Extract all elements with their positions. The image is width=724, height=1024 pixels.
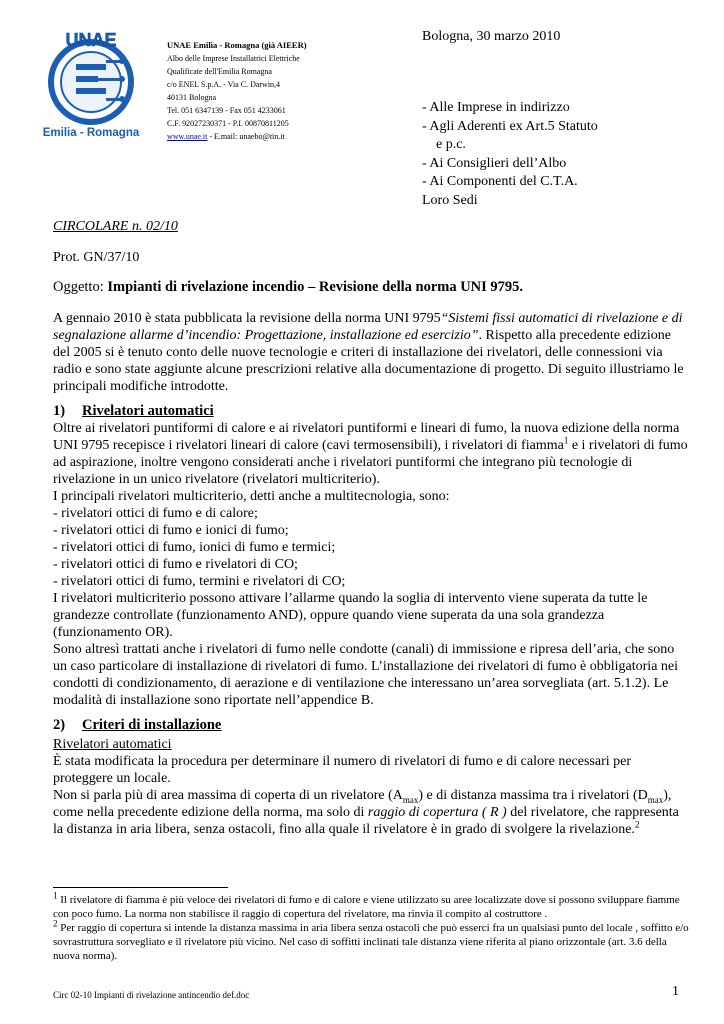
list-item: - rivelatori ottici di fumo, termini e rivelatori di CO; bbox=[53, 574, 346, 589]
subject-text: Impianti di rivelazione incendio – Revisione della norma UNI 9795. bbox=[107, 279, 524, 295]
website-link[interactable]: www.unae.it bbox=[167, 132, 208, 141]
recipient-line: - Ai Consiglieri dell’Albo bbox=[422, 155, 567, 171]
org-contact bbox=[167, 130, 367, 143]
subject-label: Oggetto: bbox=[53, 279, 108, 295]
intro-text-end: . Rispetto alla precedente edizione del 2005 si è tenuto conto delle nuove tecnologie e criteri di installazione dei rivelatori, delle connessioni via radio e sono state aggiunte alcune prescrizioni relative alla documentazione di progetto. Di seguito illustriamo le principali modifiche introdotte. bbox=[53, 328, 684, 394]
footnote bbox=[53, 918, 693, 963]
intro-paragraph bbox=[53, 310, 689, 395]
italic-term: raggio di copertura ( R ) bbox=[367, 805, 507, 820]
footnotes bbox=[53, 890, 693, 963]
recipient-line: e p.c. bbox=[436, 137, 466, 152]
org-line: Qualificate dell'Emilia Romagna bbox=[167, 67, 272, 76]
list-item: - rivelatori ottici di fumo, ionici di fumo e termici; bbox=[53, 540, 336, 555]
section2-paragraph bbox=[53, 787, 689, 838]
list-item: - rivelatori ottici di fumo e rivelatori di CO; bbox=[53, 557, 298, 572]
para-text: Non si parla più di area massima di coperta di un rivelatore (A bbox=[53, 788, 403, 803]
section-heading-1 bbox=[53, 403, 689, 420]
org-line: Tel. 051 6347139 - Fax 051 4233061 bbox=[167, 106, 286, 115]
footnote bbox=[53, 890, 693, 921]
org-name: UNAE Emilia - Romagna (già AIEER) bbox=[167, 40, 307, 50]
recipients bbox=[422, 99, 712, 192]
unae-logo bbox=[36, 30, 146, 142]
loro-sedi: Loro Sedi bbox=[422, 193, 478, 208]
subscript: max bbox=[647, 794, 664, 805]
footnote-text: Per raggio di copertura si intende la distanza massima in aria libera senza ostacoli che può esserci fra un qualsiasi punto del locale , soffitto e/o sovrastruttura sorvegliato e il rivelatore più vicino. Nel caso di soffitti inclinati tale distanza viene riferita al piano orizzontale (art. 3.6 della nuova norma). bbox=[53, 922, 689, 962]
email-text: - E.mail: unaebo@tin.it bbox=[207, 132, 285, 141]
section1-paragraph bbox=[53, 420, 689, 488]
footnote-ref[interactable]: 1 bbox=[563, 435, 569, 446]
list-item: - rivelatori ottici di fumo e ionici di fumo; bbox=[53, 523, 289, 538]
recipient-line: - Alle Imprese in indirizzo bbox=[422, 100, 570, 115]
protocol-number: Prot. GN/37/10 bbox=[53, 250, 140, 265]
page-number: 1 bbox=[672, 984, 679, 999]
section-heading-2 bbox=[53, 717, 689, 734]
org-line: c/o ENEL S.p.A. - Via C. Darwin,4 bbox=[167, 80, 281, 89]
intro-text: A gennaio 2010 è stata pubblicata la revisione della norma UNI 9795 bbox=[53, 311, 441, 326]
norm-title: “Sistemi fissi automatici di rivelazione e di segnalazione allarme d’incendio: Progettazione, installazione ed esercizio” bbox=[53, 311, 683, 343]
org-line: 40131 Bologna bbox=[167, 93, 217, 102]
section1-list-intro: I principali rivelatori multicriterio, detti anche a multitecnologia, sono: bbox=[53, 489, 450, 504]
letter-date: Bologna, 30 marzo 2010 bbox=[422, 29, 561, 44]
footnote-separator bbox=[53, 887, 228, 888]
org-info bbox=[167, 39, 367, 143]
letter-body bbox=[53, 218, 689, 838]
logo-bottom-text: Emilia - Romagna bbox=[42, 127, 140, 139]
section2-paragraph: È stata modificata la procedura per determinare il numero di rivelatori di fumo e di calore necessari per proteggere un locale. bbox=[53, 754, 632, 786]
subscript: max bbox=[402, 794, 419, 805]
para-text: e i rivelatori di fumo ad aspirazione, inoltre vengono considerati anche i rivelatori puntiformi che integrano più tecnologie di rivelazione in un unico rivelatore (rivelatori multicriterio). bbox=[53, 438, 688, 487]
section1-paragraph: I rivelatori multicriterio possono attivare l’allarme quando la soglia di intervento viene superata da tutte le grandezze controllate (funzionamento AND), oppure quando viene superata da una sola grandezza (funzionamento OR). bbox=[53, 591, 648, 640]
logo-top-text: UNAE bbox=[65, 30, 117, 50]
para-text: Oltre ai rivelatori puntiformi di calore e ai rivelatori puntiformi e lineari di fumo, la nuova edizione della norma UNI 9795 recepisce i rivelatori lineari di calore (cavi termosensibili), i rivelatori di fiamma bbox=[53, 421, 680, 453]
footnote-ref[interactable]: 2 bbox=[634, 819, 640, 830]
section-number: 2) bbox=[53, 717, 66, 733]
subject-line bbox=[53, 279, 689, 296]
section-title: Criteri di installazione bbox=[82, 717, 222, 733]
section-title: Rivelatori automatici bbox=[82, 403, 214, 419]
section-number: 1) bbox=[53, 403, 66, 419]
org-line: Albo delle Imprese Installatrici Elettriche bbox=[167, 54, 300, 63]
footnote-text: Il rivelatore di fiamma è più veloce dei rivelatori di fumo e di calore e viene utilizzato su aree localizzate dove si possono sviluppare fiamme con poco fumo. La norma non stabilisce il raggio di copertura del rivelatore, ma rinvia il compito al costruttore . bbox=[53, 894, 680, 920]
recipient-line: - Agli Aderenti ex Art.5 Statuto bbox=[422, 118, 598, 134]
circolare-number: CIRCOLARE n. 02/10 bbox=[53, 219, 178, 234]
footnote-mark: 1 bbox=[53, 890, 58, 901]
org-line: C.F. 92027230371 - P.I. 00870811205 bbox=[167, 119, 289, 128]
page-footer: Circ 02-10 Impianti di rivelazione antincendio def.doc bbox=[53, 990, 250, 1000]
para-text: ) e di distanza massima tra i rivelatori (D bbox=[418, 788, 648, 803]
list-item: - rivelatori ottici di fumo e di calore; bbox=[53, 506, 258, 521]
para-text: del rivelatore, che rappresenta la distanza in aria libera, senza ostacoli, fino alla quale il rivelatore è in grado di svolgere la rivelazione. bbox=[53, 805, 679, 837]
recipient-line: - Ai Componenti del C.T.A. bbox=[422, 174, 578, 189]
subsection-title: Rivelatori automatici bbox=[53, 737, 172, 752]
para-text: ), come nella precedente edizione della norma, ma solo di bbox=[53, 788, 672, 820]
footnote-mark: 2 bbox=[53, 918, 58, 929]
section1-paragraph: Sono altresì trattati anche i rivelatori di fumo nelle condotte (canali) di immissione e ripresa dell’aria, che sono un caso particolare di installazione di rivelatori di fumo. L’installazione dei rivelatori di fumo è obbligatoria nei condotti di condizionamento, di aerazione e di ventilazione che interessano un’area sorvegliata (art. 5.1.2). Le modalità di installazione sono riportate nell’appendice B. bbox=[53, 642, 679, 708]
